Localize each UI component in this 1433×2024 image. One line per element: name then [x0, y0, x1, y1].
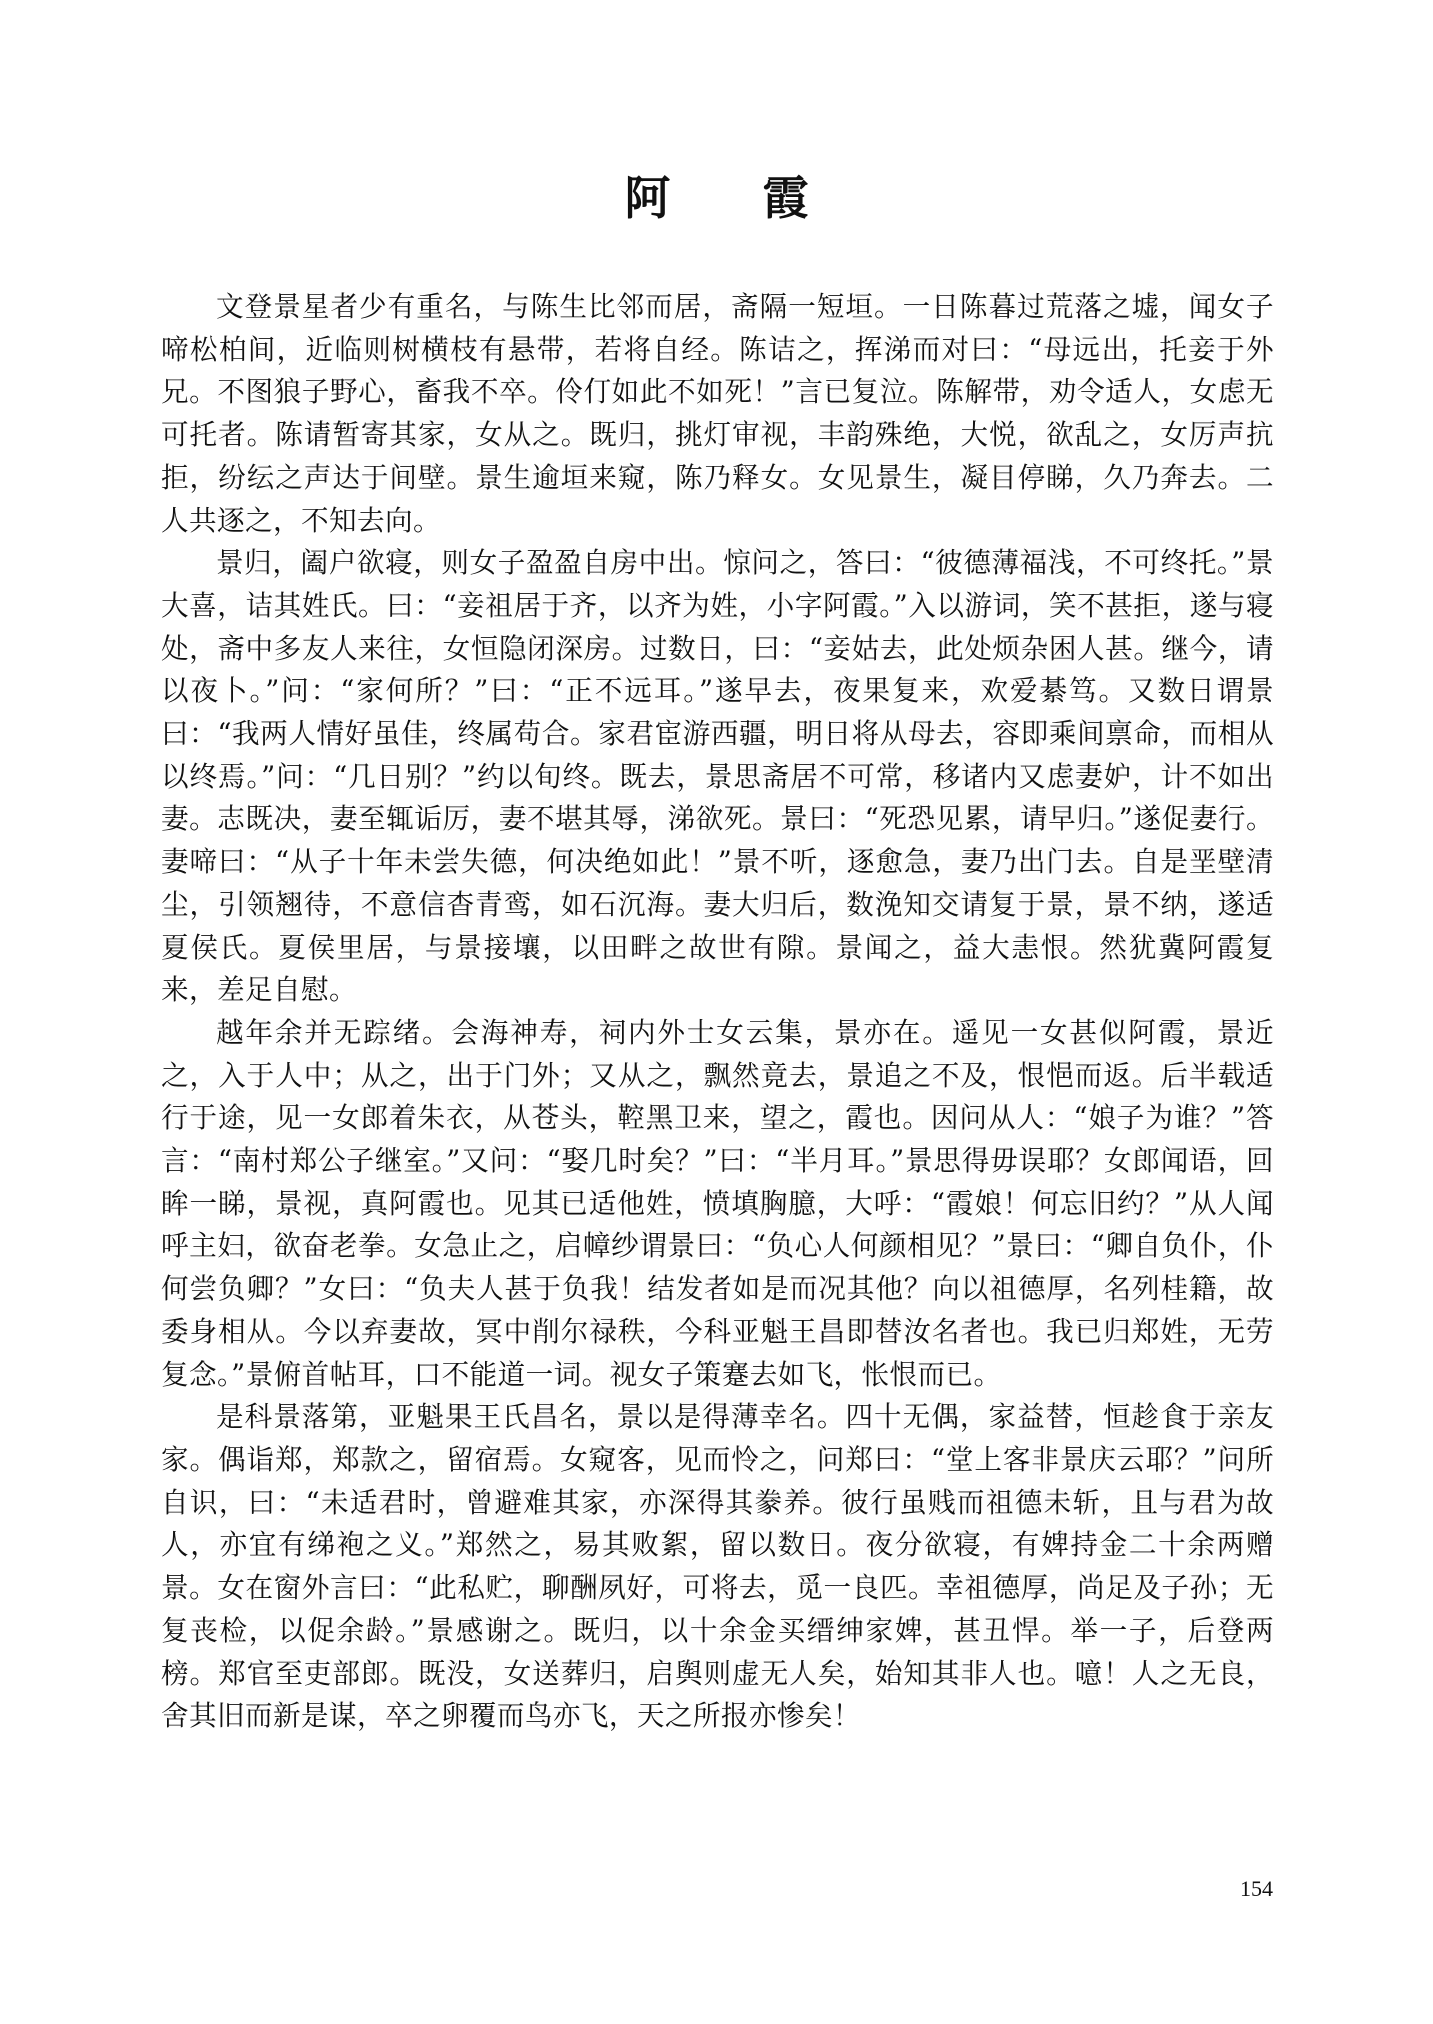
- page-number: 154: [1240, 1876, 1273, 1901]
- paragraph: 景归，阖户欲寝，则女子盈盈自房中出。惊问之，答曰：“彼德薄福浅，不可终托。”景大喜，诘其姓氏。曰：“妾祖居于齐，以齐为姓，小字阿霞。”入以游词，笑不甚拒，遂与寝处，斋中多友人来往，女恒隐闭深房。过数日，曰：“妾姑去，此处烦杂困人甚。继今，请以夜卜。”问：“家何所？”曰：“正不远耳。”遂早去，夜果复来，欢爱綦笃。又数日谓景曰：“我两人情好虽佳，终属苟合。家君宦游西疆，明日将从母去，容即乘间禀命，而相从以终焉。”问：“几日别？”约以旬终。既去，景思斋居不可常，移诸内又虑妻妒，计不如出妻。志既决，妻至辄诟厉，妻不堪其辱，涕欲死。景曰：“死恐见累，请早归。”遂促妻行。妻啼曰：“从子十年未尝失德，何决绝如此！”景不听，逐愈急，妻乃出门去。自是垩壁清尘，引领翘待，不意信杳青鸾，如石沉海。妻大归后，数浼知交请复于景，景不纳，遂适夏侯氏。夏侯里居，与景接壤，以田畔之故世有隙。景闻之，益大恚恨。然犹冀阿霞复来，差足自慰。: [161, 546, 1274, 1007]
- paragraph: 越年余并无踪绪。会海神寿，祠内外士女云集，景亦在。遥见一女甚似阿霞，景近之，入于人中；从之，出于门外；又从之，飘然竟去，景追之不及，恨悒而返。后半载适行于途，见一女郎着朱衣，从苍头，鞚黑卫来，望之，霞也。因问从人：“娘子为谁？”答言：“南村郑公子继室。”又问：“娶几时矣？”曰：“半月耳。”景思得毋误耶？女郎闻语，回眸一睇，景视，真阿霞也。见其已适他姓，愤填胸臆，大呼：“霞娘！何忘旧约？”从人闻呼主妇，欲奋老拳。女急止之，启幛纱谓景曰：“负心人何颜相见？”景曰：“卿自负仆，仆何尝负卿？”女曰：“负夫人甚于负我！结发者如是而况其他？向以祖德厚，名列桂籍，故委身相从。今以弃妻故，冥中削尔禄秩，今科亚魁王昌即替汝名者也。我已归郑姓，无劳复念。”景俯首帖耳，口不能道一词。视女子策蹇去如飞，怅恨而已。: [161, 1015, 1274, 1391]
- page-title: 阿 霞: [624, 171, 847, 225]
- paragraph: 文登景星者少有重名，与陈生比邻而居，斋隔一短垣。一日陈暮过荒落之墟，闻女子啼松柏间，近临则树横枝有悬带，若将自经。陈诘之，挥涕而对曰：“母远出，托妾于外兄。不图狼子野心，畜我不卒。伶仃如此不如死！”言已复泣。陈解带，劝令适人，女虑无可托者。陈请暂寄其家，女从之。既归，挑灯审视，丰韵殊绝，大悦，欲乱之，女厉声抗拒，纷纭之声达于间壁。景生逾垣来窥，陈乃释女。女见景生，凝目停睇，久乃奔去。二人共逐之，不知去向。: [161, 290, 1274, 537]
- story-body: [161, 286, 1274, 1738]
- paragraph: 是科景落第，亚魁果王氏昌名，景以是得薄幸名。四十无偶，家益替，恒趁食于亲友家。偶诣郑，郑款之，留宿焉。女窥客，见而怜之，问郑曰：“堂上客非景庆云耶？”问所自识，曰：“未适君时，曾避难其家，亦深得其豢养。彼行虽贱而祖德未斩，且与君为故人，亦宜有绨袍之义。”郑然之，易其败絮，留以数日。夜分欲寝，有婢持金二十余两赠景。女在窗外言曰：“此私贮，聊酬夙好，可将去，觅一良匹。幸祖德厚，尚足及子孙；无复丧检，以促余龄。”景感谢之。既归，以十余金买缙绅家婢，甚丑悍。举一子，后登两榜。郑官至吏部郎。既没，女送葬归，启舆则虚无人矣，始知其非人也。噫！人之无良，舍其旧而新是谋，卒之卵覆而鸟亦飞，天之所报亦惨矣！: [161, 1400, 1274, 1733]
